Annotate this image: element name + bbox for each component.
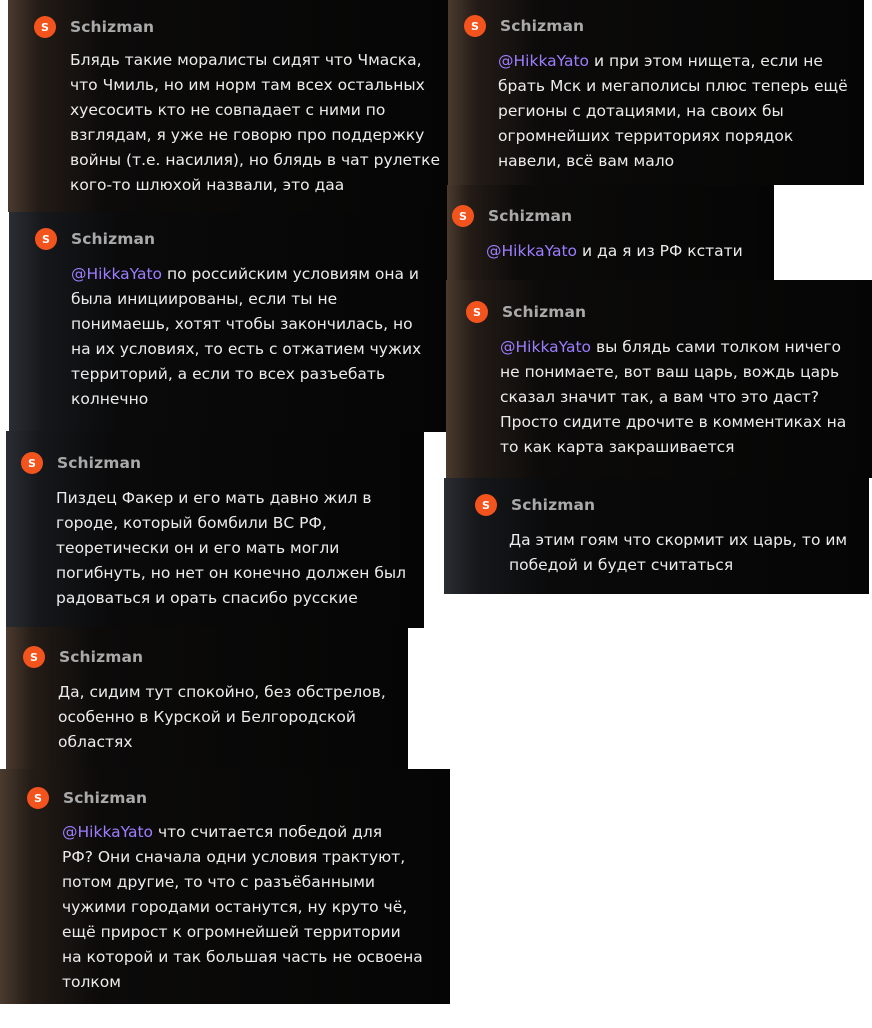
comment-card bbox=[444, 478, 869, 594]
user-mention[interactable]: @HikkaYato bbox=[498, 52, 590, 70]
comment-card bbox=[6, 627, 408, 769]
user-mention[interactable]: @HikkaYato bbox=[486, 242, 578, 260]
user-mention[interactable]: @HikkaYato bbox=[71, 265, 163, 283]
avatar[interactable]: S bbox=[35, 228, 57, 250]
author-name[interactable]: Schizman bbox=[500, 17, 585, 35]
avatar[interactable]: S bbox=[475, 494, 497, 516]
comment-card bbox=[9, 212, 449, 432]
comment-text: Пиздец Факер и его мать давно жил в городе, который бомбили ВС РФ, теоретически он и его мать могли погибнуть, но нет он конечно должен был радоваться и орать спасибо русские bbox=[56, 489, 407, 607]
comment-card bbox=[447, 185, 774, 280]
avatar[interactable]: S bbox=[23, 646, 45, 668]
user-mention[interactable]: @HikkaYato bbox=[500, 338, 592, 356]
comment-card bbox=[6, 431, 424, 628]
author-name[interactable]: Schizman bbox=[59, 648, 144, 666]
user-mention[interactable]: @HikkaYato bbox=[62, 823, 154, 841]
author-name[interactable]: Schizman bbox=[502, 303, 587, 321]
comment-text: Блядь такие моралисты сидят что Чмаска, что Чмиль, но им норм там всех остальных хуесосить кто не совпадает с ними по взглядам, я уже не говорю про поддержку войны (т.е. насилия), но блядь в чат рулетке кого-то шлюхой назвали, это даа bbox=[70, 51, 440, 194]
comment-card bbox=[446, 280, 872, 478]
author-name[interactable]: Schizman bbox=[488, 207, 573, 225]
comment-card bbox=[448, 0, 864, 185]
comment-text: Да, сидим тут спокойно, без обстрелов, особенно в Курской и Белгородской областях bbox=[58, 683, 386, 751]
comment-card bbox=[0, 769, 450, 1004]
avatar[interactable]: S bbox=[452, 205, 474, 227]
comment-text: @HikkaYato и да я из РФ кстати bbox=[486, 242, 743, 260]
avatar[interactable]: S bbox=[464, 15, 486, 37]
author-name[interactable]: Schizman bbox=[70, 18, 155, 36]
avatar[interactable]: S bbox=[27, 787, 49, 809]
comment-text: Да этим гоям что скормит их царь, то им победой и будет считаться bbox=[509, 531, 848, 574]
author-name[interactable]: Schizman bbox=[511, 496, 596, 514]
avatar[interactable]: S bbox=[466, 301, 488, 323]
comment-text: @HikkaYato по российским условиям она и была инициированы, если ты не понимаешь, хотят чтобы закончилась, но на их условиях, то есть с отжатием чужих территорий, а если то всех разъебать колнечно bbox=[71, 265, 422, 408]
comment-text: @HikkaYato что считается победой для РФ? Они сначала одни условия трактуют, потом другие, то что с разъёбанными чужими городами останутся, ну круто чё, ещё прирост к огромнейшей территории на которой и так большая часть не освоена толком bbox=[62, 823, 423, 991]
comment-text: @HikkaYato вы блядь сами толком ничего не понимаете, вот ваш царь, вождь царь сказал значит так, а вам что это даст? Просто сидите дрочите в комментиках на то как карта закрашивается bbox=[500, 338, 847, 456]
comment-text: @HikkaYato и при этом нищета, если не брать Мск и мегаполисы плюс теперь ещё регионы с дотациями, на своих бы огромнейших территориях порядок навели, всё вам мало bbox=[498, 52, 848, 170]
author-name[interactable]: Schizman bbox=[57, 454, 142, 472]
avatar[interactable]: S bbox=[34, 16, 56, 38]
author-name[interactable]: Schizman bbox=[63, 789, 148, 807]
comment-card bbox=[8, 0, 448, 212]
avatar[interactable]: S bbox=[21, 452, 43, 474]
author-name[interactable]: Schizman bbox=[71, 230, 156, 248]
